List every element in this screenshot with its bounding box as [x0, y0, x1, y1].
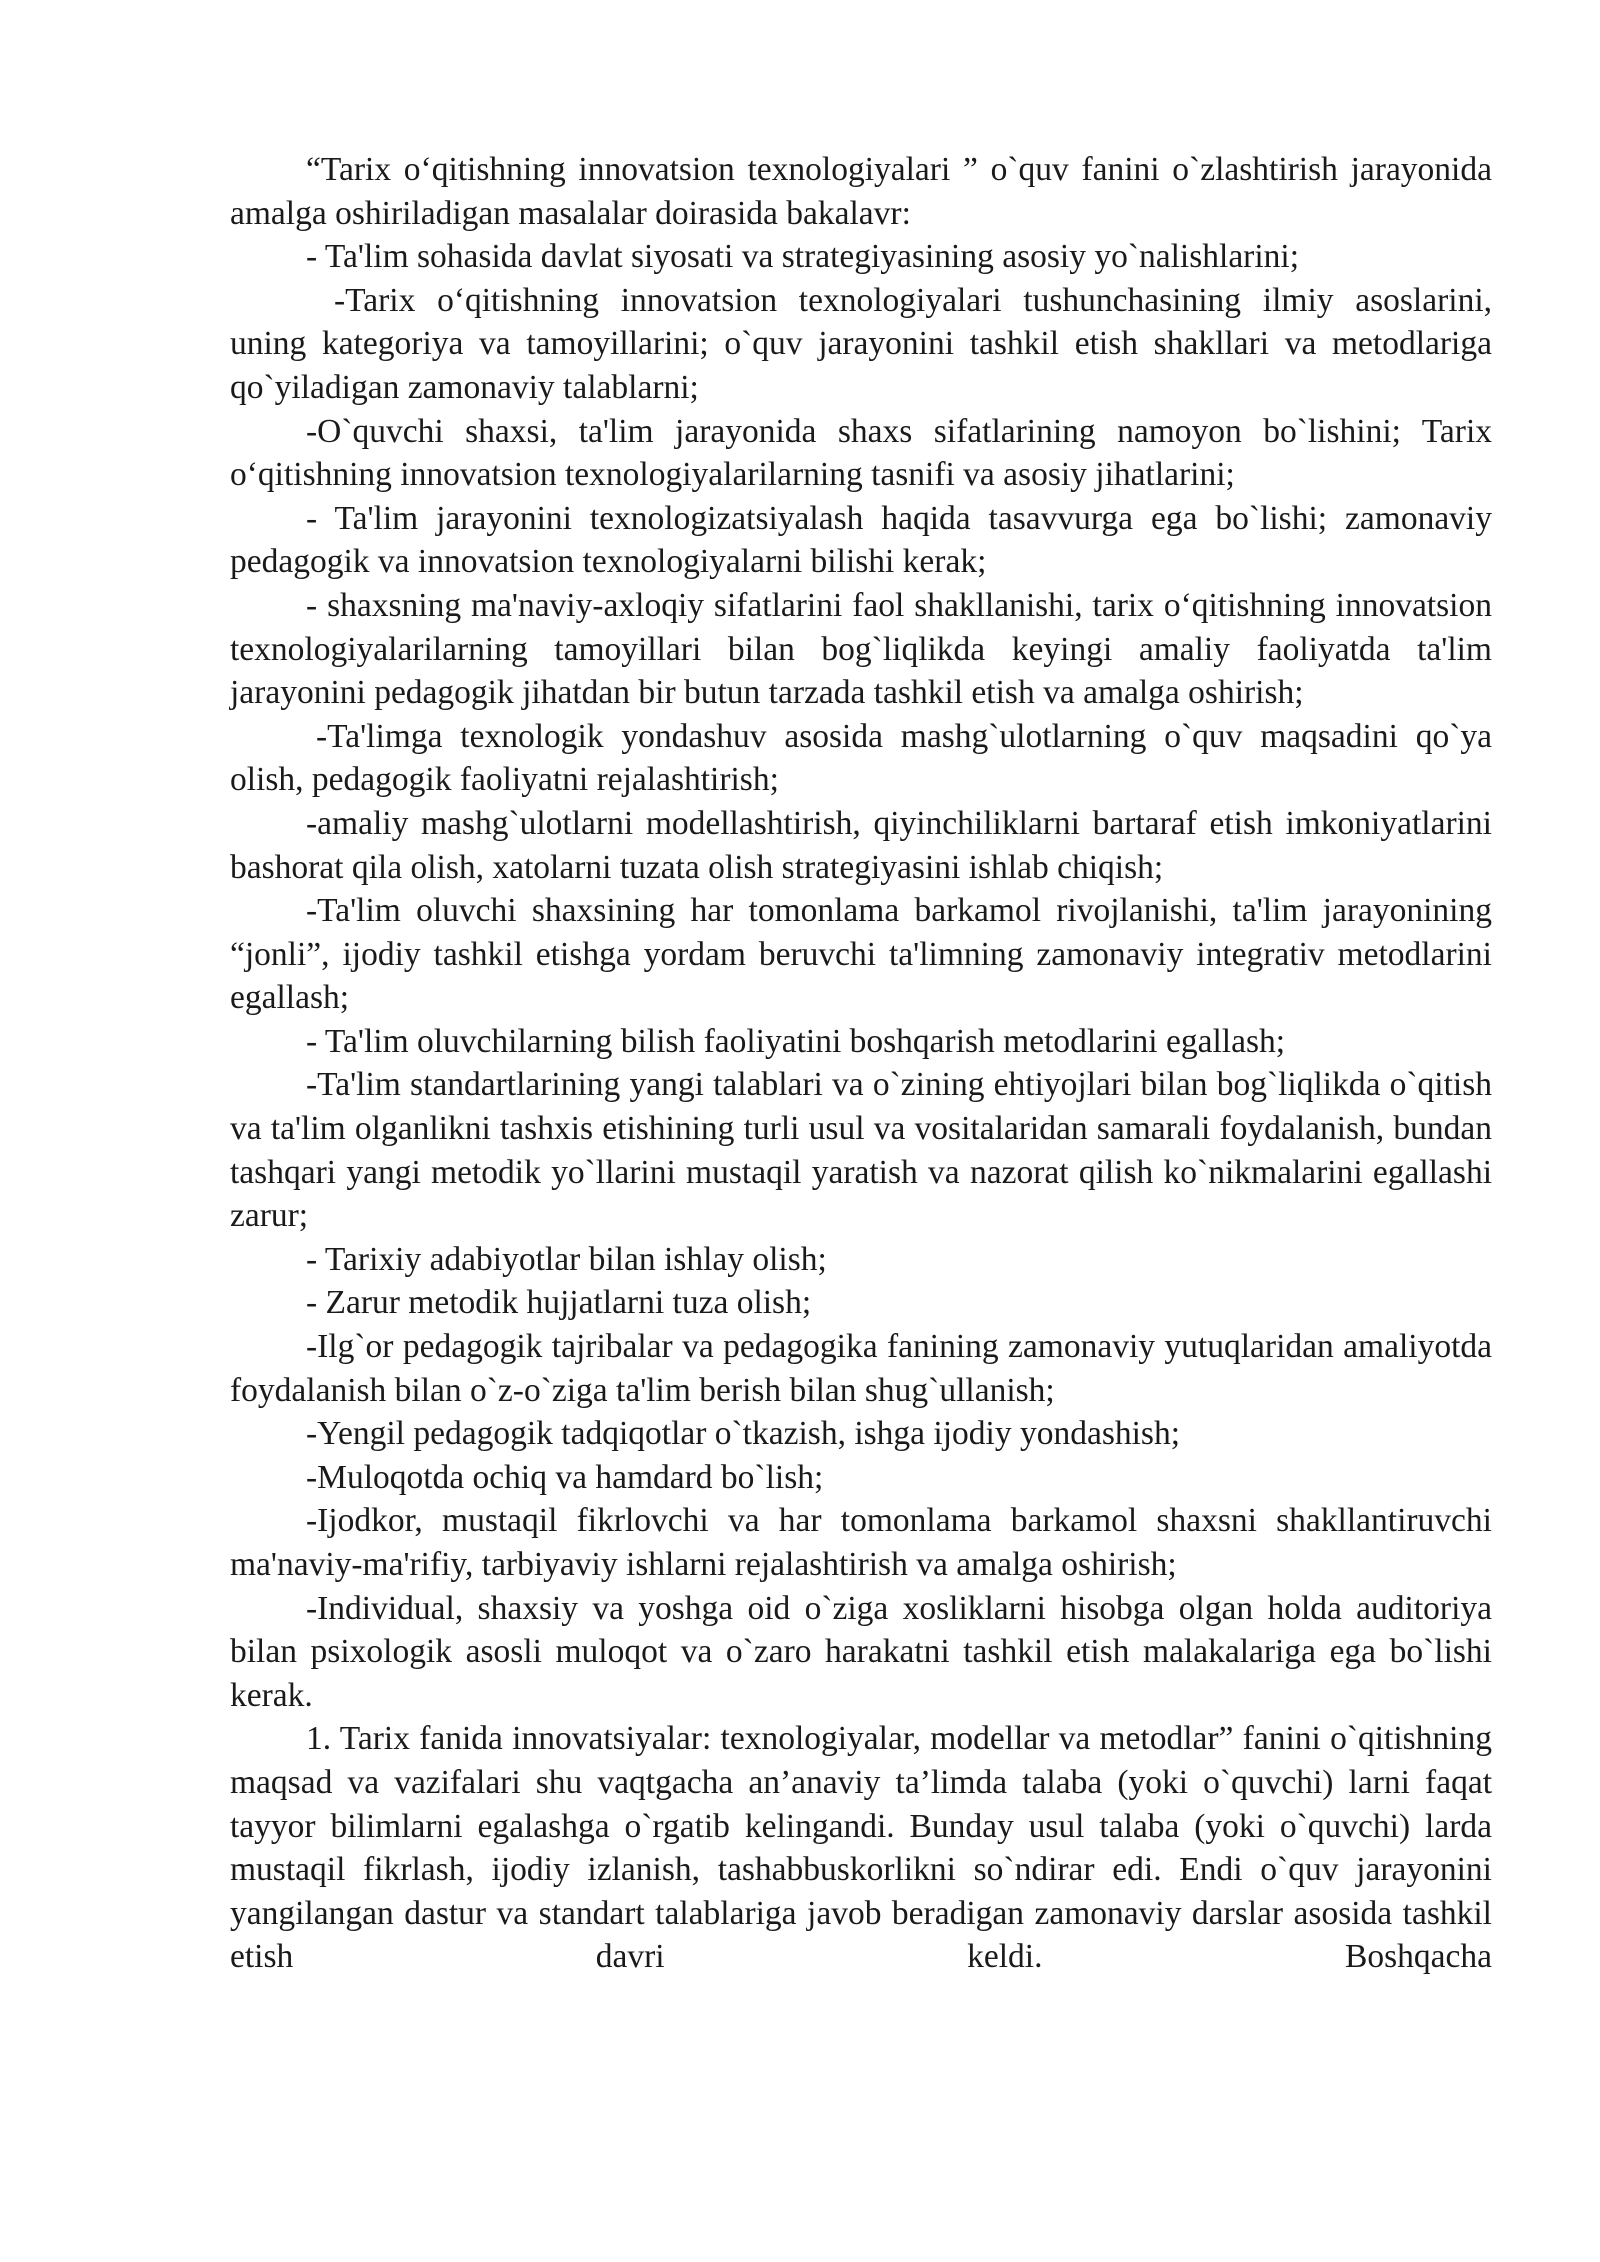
list-item-research: -Yengil pedagogik tadqiqotlar o`tkazish, ishga ijodiy yondashish;	[306, 1415, 1181, 1453]
list-item-individual-approach: -Individual, shaxsiy va yoshga oid o`ziga xosliklarni hisobga olgan holda auditoriya bilan psixologik asosli muloqot va o`zaro harakatni tashkil etish malakalariga ega bo`lishi kerak.	[230, 1589, 1492, 1714]
list-item-creative-personality: -Ijodkor, mustaqil fikrlovchi va har tomonlama barkamol shaxsni shakllantiruvchi ma'naviy-ma'rifiy, tarbiyaviy ishlarni rejalashtirish va amalga oshirish;	[230, 1502, 1492, 1583]
list-item-technological-approach: -Ta'limga texnologik yondashuv asosida mashg`ulotlarning o`quv maqsadini qo`ya olish, pedagogik faoliyatni rejalashtirish;	[230, 717, 1492, 799]
list-item-modelling: -amaliy mashg`ulotlarni modellashtirish, qiyinchiliklarni bartaraf etish imkoniyatlarini bashorat qila olish, xatolarni tuzata olish strategiyasini ishlab chiqish;	[230, 804, 1492, 886]
document-page	[230, 148, 1492, 1979]
paragraph-intro: “Tarix o‘qitishning innovatsion texnologiyalari ” o`quv fanini o`zlashtirish jarayonida amalga oshiriladigan masalalar doirasida bakalavr:	[230, 151, 1492, 232]
list-item-integrative-methods: -Ta'lim oluvchi shaxsining har tomonlama barkamol rivojlanishi, ta'lim jarayonining “jonli”, ijodiy tashkil etishga yordam beruvchi ta'limning zamonaviy integrativ metodlarini egallash;	[230, 892, 1492, 1017]
list-item-methodical-documents: - Zarur metodik hujjatlarni tuza olish;	[306, 1284, 812, 1322]
list-item-standards: -Ta'lim standartlarining yangi talablari va o`zining ehtiyojlari bilan bog`liqlikda o`qitish va ta'lim olganlikni tashxis etishining turli usul va vositalaridan samarali foydalanish, bundan tashqari yangi metodik yo`llarini mustaqil yaratish va nazorat qilish ko`nikmalarini egallashi zarur;	[230, 1066, 1492, 1235]
paragraph-goals: 1. Tarix fanida innovatsiyalar: texnologiyalar, modellar va metodlar” fanini o`qitishning maqsad va vazifalari shu vaqtgacha an’anaviy ta’limda talaba (yoki o`quvchi) larni faqat tayyor bilimlarni egalashga o`rgatib kelingandi. Bunday usul talaba (yoki o`quvchi) larda mustaqil fikrlash, ijodiy izlanish, tashabbuskorlikni so`ndirar edi. Endi o`quv jarayonini yangilangan dastur va standart talablariga javob beradigan zamonaviy darslar asosida tashkil etish davri keldi. Boshqacha	[230, 1720, 1492, 1976]
list-item-cognitive-management: - Ta'lim oluvchilarning bilish faoliyatini boshqarish metodlarini egallash;	[306, 1022, 1286, 1060]
list-item-communication: -Muloqotda ochiq va hamdard bo`lish;	[306, 1458, 824, 1496]
list-item-technologization: - Ta'lim jarayonini texnologizatsiyalash haqida tasavvurga ega bo`lishi; zamonaviy pedagogik va innovatsion texnologiyalarni bilishi kerak;	[230, 499, 1492, 581]
list-item-moral-qualities: - shaxsning ma'naviy-axloqiy sifatlarini faol shakllanishi, tarix o‘qitishning innovatsion texnologiyalarilarning tamoyillari bilan bog`liqlikda keyingi amaliy faoliyatda ta'lim jarayonini pedagogik jihatdan bir butun tarzada tashkil etish va amalga oshirish;	[230, 586, 1492, 712]
list-item-historical-literature: - Tarixiy adabiyotlar bilan ishlay olish;	[306, 1240, 827, 1278]
list-item-state-policy: - Ta'lim sohasida davlat siyosati va strategiyasining asosiy yo`nalishlarini;	[306, 238, 1300, 276]
list-item-student-personality: -O`quvchi shaxsi, ta'lim jarayonida shaxs sifatlarining namoyon bo`lishini; Tarix o‘qitishning innovatsion texnologiyalarilarning tasnifi va asosiy jihatlarini;	[230, 412, 1492, 494]
list-item-scientific-basis: -Tarix o‘qitishning innovatsion texnologiyalari tushunchasining ilmiy asoslarini, uning kategoriya va tamoyillarini; o`quv jarayonini tashkil etish shakllari va metodlariga qo`yiladigan zamonaviy talablarni;	[230, 281, 1492, 406]
list-item-best-practices: -Ilg`or pedagogik tajribalar va pedagogika fanining zamonaviy yutuqlaridan amaliyotda foydalanish bilan o`z-o`ziga ta'lim berish bilan shug`ullanish;	[230, 1328, 1492, 1409]
